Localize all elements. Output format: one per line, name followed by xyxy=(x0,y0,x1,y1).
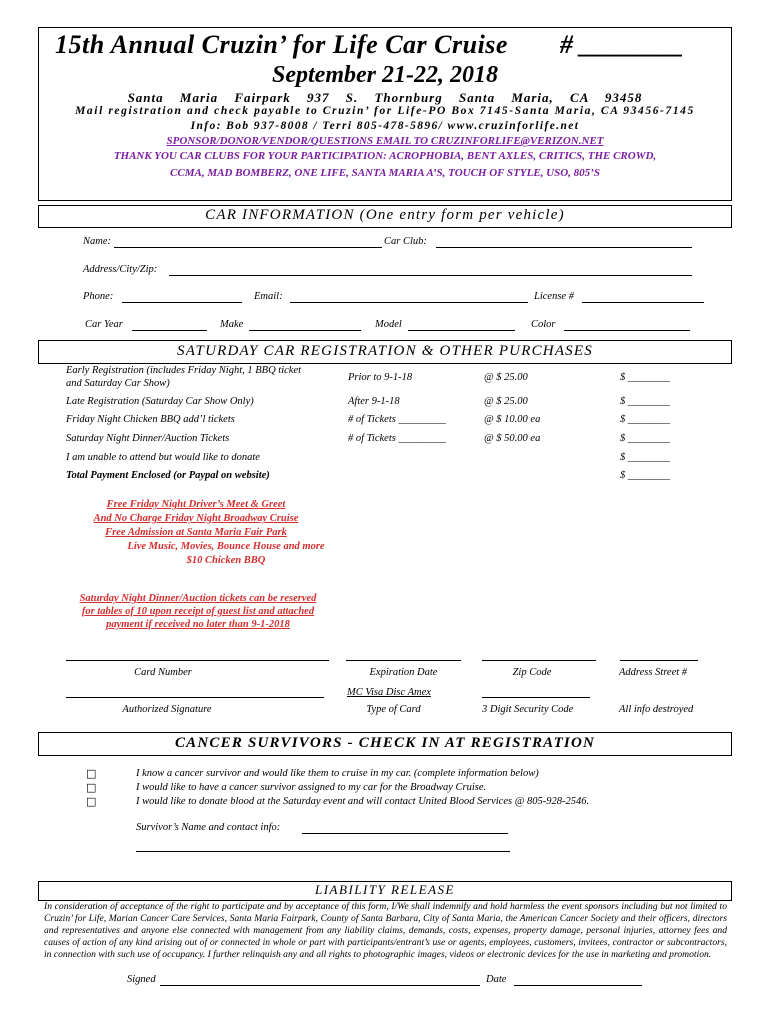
survivor-contact-label: Survivor’s Name and contact info: xyxy=(136,822,281,833)
date-label: Date xyxy=(486,974,507,985)
model-field[interactable] xyxy=(408,330,515,331)
checkbox-donate-blood[interactable]: □ xyxy=(86,795,97,808)
survivor-contact-field-2[interactable] xyxy=(136,851,510,852)
early-registration-label-2: and Saturday Car Show) xyxy=(66,378,170,389)
total-payment-amount[interactable]: $ ________ xyxy=(620,470,670,481)
address-field[interactable] xyxy=(169,275,692,276)
phone-label: Phone: xyxy=(83,291,114,302)
dinner-tickets-price: @ $ 50.00 ea xyxy=(484,433,541,444)
friday-note-4: Live Music, Movies, Bounce House and more xyxy=(127,541,325,552)
card-number-label: Card Number xyxy=(134,667,192,678)
signed-label: Signed xyxy=(127,974,156,985)
security-code-label: 3 Digit Security Code xyxy=(482,704,574,715)
entry-number: # ________ xyxy=(560,30,684,59)
option-survivor-cruise: I know a cancer survivor and would like them to cruise in my car. (complete information below) xyxy=(136,768,539,779)
checkbox-survivor-assigned[interactable]: □ xyxy=(86,781,97,794)
mail-instructions: Mail registration and check payable to Cruzin’ for Life-PO Box 7145-Santa Maria, CA 93456-7145 xyxy=(75,105,695,117)
info-destroyed-label: All info destroyed xyxy=(619,704,694,715)
donate-label: I am unable to attend but would like to donate xyxy=(66,452,260,463)
address-street-label: Address Street # xyxy=(619,667,688,678)
name-label: Name: xyxy=(83,236,111,247)
friday-note-3: Free Admission at Santa Maria Fair Park xyxy=(105,527,287,538)
total-payment-label: Total Payment Enclosed (or Paypal on website) xyxy=(66,470,270,481)
dinner-note-2: for tables of 10 upon receipt of guest list and attached xyxy=(81,606,315,617)
liability-text: In consideration of acceptance of the right to participate and by acceptance of this form, I/We shall indemnify and hold harmless the event sponsors including but not limited to Cruzin’ for Life, Marian Cancer Care Services, Santa Maria Fairpark, County of Santa Barbara, City of Santa Maria, the American Cancer Society and their officers, directors and representatives and anyone else connected with management from any liability claims, demands, costs, expenses, property damage, personal injuries, attorney fees and causes of action of any kind arising out of or connected in whole or part with participants/entrant’s use or agents, employees, customers, invitees, contractor or subcontractors, in connection with such use of occupancy. I further relinquish any and all rights to photographic images, videos or electronic devices for the use in marketing and promotion. xyxy=(44,901,727,960)
bbq-tickets-price: @ $ 10.00 ea xyxy=(484,414,541,425)
thanks-line-2: CCMA, MAD BOMBERZ, ONE LIFE, SANTA MARIA A’S, TOUCH OF STYLE, USO, 805’S xyxy=(170,167,600,179)
option-donate-blood: I would like to donate blood at the Saturday event and will contact United Blood Services @ 805-928-2546. xyxy=(136,796,590,807)
car-year-field[interactable] xyxy=(132,330,207,331)
bbq-tickets-amount[interactable]: $ ________ xyxy=(620,414,670,425)
date-field[interactable] xyxy=(514,985,642,986)
address-label: Address/City/Zip: xyxy=(83,264,158,275)
signed-field[interactable] xyxy=(160,985,480,986)
car-club-label: Car Club: xyxy=(384,236,427,247)
cancer-title: CANCER SURVIVORS - CHECK IN AT REGISTRATION xyxy=(174,735,596,751)
license-label: License # xyxy=(534,291,574,302)
car-info-title: CAR INFORMATION (One entry form per vehicle) xyxy=(205,207,565,223)
security-code-field[interactable] xyxy=(482,697,590,698)
early-registration-label: Early Registration (includes Friday Night, 1 BBQ ticket xyxy=(66,365,302,376)
card-types[interactable]: MC Visa Disc Amex xyxy=(347,687,431,698)
late-registration-amount[interactable]: $ ________ xyxy=(620,396,670,407)
donate-amount[interactable]: $ ________ xyxy=(620,452,670,463)
dinner-note-3: payment if received no later than 9-1-2018 xyxy=(106,619,290,630)
late-registration-price: @ $ 25.00 xyxy=(484,396,528,407)
type-of-card-label: Type of Card xyxy=(366,704,421,715)
make-label: Make xyxy=(220,319,244,330)
liability-title: LIABILITY RELEASE xyxy=(315,882,455,897)
dinner-tickets-amount[interactable]: $ ________ xyxy=(620,433,670,444)
early-registration-price: @ $ 25.00 xyxy=(484,372,528,383)
expiration-field[interactable] xyxy=(346,660,461,661)
saturday-title: SATURDAY CAR REGISTRATION & OTHER PURCHASES xyxy=(177,343,593,359)
late-registration-label: Late Registration (Saturday Car Show Only) xyxy=(66,396,254,407)
sponsor-email: SPONSOR/DONOR/VENDOR/QUESTIONS EMAIL TO CRUZINFORLIFE@VERIZON.NET xyxy=(166,135,604,147)
dinner-tickets-count[interactable]: # of Tickets _________ xyxy=(348,433,446,444)
friday-note-5: $10 Chicken BBQ xyxy=(186,555,266,566)
address-street-field[interactable] xyxy=(620,660,698,661)
venue-address: Santa Maria Fairpark 937 S. Thornburg Santa Maria, CA 93458 xyxy=(127,90,643,105)
thanks-line-1: THANK YOU CAR CLUBS FOR YOUR PARTICIPATION: ACROPHOBIA, BENT AXLES, CRITICS, THE CROWD, xyxy=(113,150,657,162)
signature-field[interactable] xyxy=(66,697,324,698)
name-field[interactable] xyxy=(114,247,382,248)
car-year-label: Car Year xyxy=(85,319,123,330)
bbq-tickets-count[interactable]: # of Tickets _________ xyxy=(348,414,446,425)
friday-note-1: Free Friday Night Driver’s Meet & Greet xyxy=(106,499,286,510)
model-label: Model xyxy=(375,319,402,330)
survivor-contact-field[interactable] xyxy=(302,833,508,834)
bbq-tickets-label: Friday Night Chicken BBQ add’l tickets xyxy=(66,414,235,425)
zip-label: Zip Code xyxy=(512,667,552,678)
early-registration-amount[interactable]: $ ________ xyxy=(620,372,670,383)
dinner-tickets-label: Saturday Night Dinner/Auction Tickets xyxy=(66,433,230,444)
zip-field[interactable] xyxy=(482,660,596,661)
option-survivor-assigned: I would like to have a cancer survivor assigned to my car for the Broadway Cruise. xyxy=(136,782,487,793)
make-field[interactable] xyxy=(249,330,361,331)
contact-info: Info: Bob 937-8008 / Terri 805-478-5896/ www.cruzinforlife.net xyxy=(190,120,580,132)
color-field[interactable] xyxy=(564,330,690,331)
color-label: Color xyxy=(531,319,556,330)
phone-field[interactable] xyxy=(122,302,242,303)
event-title: 15th Annual Cruzin’ for Life Car Cruise xyxy=(55,30,508,59)
late-registration-when: After 9-1-18 xyxy=(348,396,400,407)
email-label: Email: xyxy=(254,291,283,302)
email-field[interactable] xyxy=(290,302,528,303)
card-number-field[interactable] xyxy=(66,660,329,661)
event-dates: September 21-22, 2018 xyxy=(272,62,498,88)
car-club-field[interactable] xyxy=(436,247,692,248)
early-registration-when: Prior to 9-1-18 xyxy=(348,372,413,383)
friday-note-2: And No Charge Friday Night Broadway Cruise xyxy=(93,513,299,524)
license-field[interactable] xyxy=(582,302,704,303)
checkbox-survivor-cruise[interactable]: □ xyxy=(86,767,97,780)
authorized-signature-label: Authorized Signature xyxy=(122,704,212,715)
expiration-label: Expiration Date xyxy=(369,667,438,678)
dinner-note-1: Saturday Night Dinner/Auction tickets can be reserved xyxy=(79,593,317,604)
